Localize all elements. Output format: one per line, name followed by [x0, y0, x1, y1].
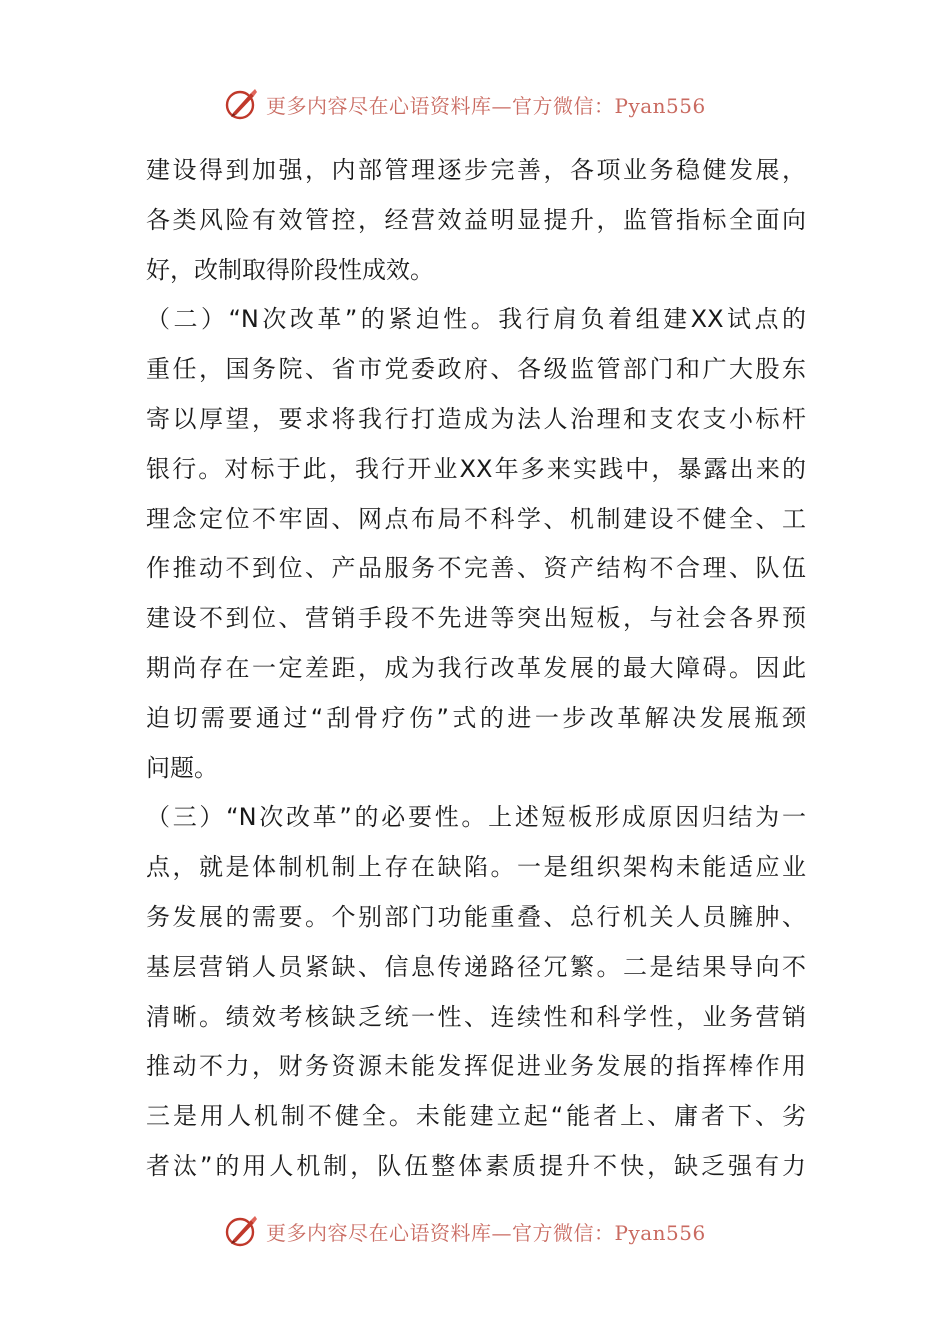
text-line: 问题。: [146, 753, 218, 782]
text-line: 理念定位不牢固、网点布局不科学、机制建设不健全、工: [146, 504, 806, 533]
text-line: 者汰”的用人机制，队伍整体素质提升不快，缺乏强有力: [146, 1151, 806, 1180]
text-line: 作推动不到位、产品服务不完善、资产结构不合理、队伍: [146, 554, 806, 583]
text-line: 期尚存在一定差距，成为我行改革发展的最大障碍。因此: [146, 653, 806, 682]
pen-logo-icon: [224, 1213, 260, 1249]
text-line: 建设得到加强，内部管理逐步完善，各项业务稳健发展，: [146, 156, 806, 184]
text-line: 基层营销人员紧缺、信息传递路径冗繁。二是结果导向不: [146, 952, 806, 981]
pen-logo-icon: [224, 86, 260, 122]
text-line: 好，改制取得阶段性成效。: [146, 255, 434, 284]
header-watermark: [224, 84, 744, 124]
text-line: 迫切需要通过“刮骨疗伤”式的进一步改革解决发展瓶颈: [146, 703, 806, 732]
text-line: 务发展的需要。个别部门功能重叠、总行机关人员臃肿、: [146, 902, 806, 931]
text-line: 清晰。绩效考核缺乏统一性、连续性和科学性，业务营销: [146, 1002, 806, 1031]
text-line: （二）“N次改革”的紧迫性。我行肩负着组建XX试点的: [146, 305, 806, 334]
text-line: 点，就是体制机制上存在缺陷。一是组织架构未能适应业: [146, 853, 806, 882]
text-line: 建设不到位、营销手段不先进等突出短板，与社会各界预: [146, 604, 806, 633]
document-body: [146, 146, 806, 1192]
footer-watermark: [224, 1211, 744, 1251]
text-line: 推动不力，财务资源未能发挥促进业务发展的指挥棒作用: [146, 1052, 806, 1081]
text-line: 各类风险有效管控，经营效益明显提升，监管指标全面向: [146, 205, 806, 234]
text-line: （三）“N次改革”的必要性。上述短板形成原因归结为一: [146, 803, 806, 832]
watermark-text: 更多内容尽在心语资料库—官方微信：Pyan556: [266, 93, 706, 118]
text-line: 重任，国务院、省市党委政府、各级监管部门和广大股东: [146, 355, 806, 384]
watermark-text: 更多内容尽在心语资料库—官方微信：Pyan556: [266, 1220, 706, 1245]
text-line: 寄以厚望，要求将我行打造成为法人治理和支农支小标杆: [146, 404, 806, 433]
text-line: 银行。对标于此，我行开业XX年多来实践中，暴露出来的: [146, 454, 806, 483]
text-line: 三是用人机制不健全。未能建立起“能者上、庸者下、劣: [146, 1102, 806, 1131]
